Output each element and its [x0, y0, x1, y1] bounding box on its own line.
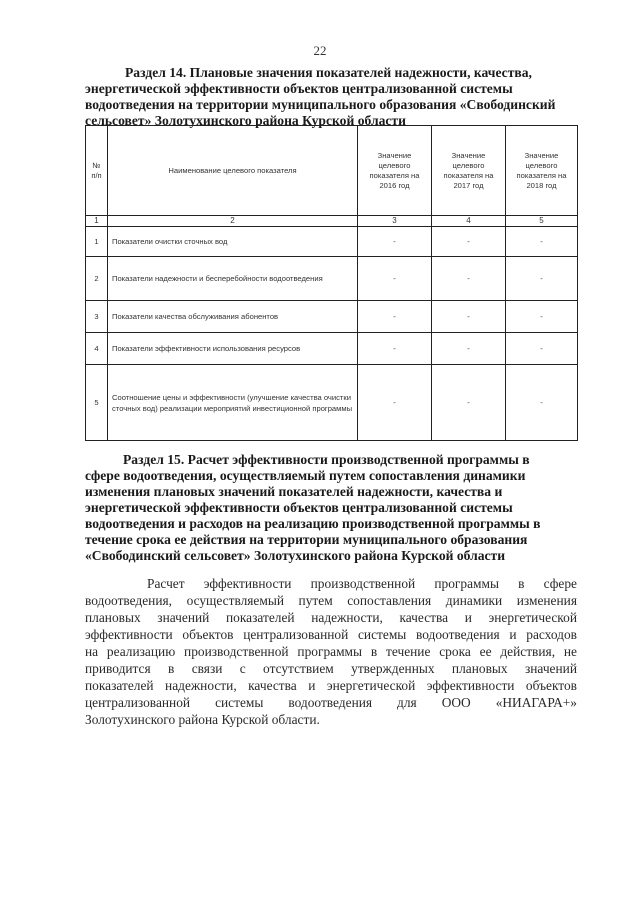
section-15-line: Раздел 15. Расчет эффективности производственной программы в: [123, 452, 530, 467]
value-2016: -: [358, 333, 432, 365]
row-number: 3: [86, 301, 108, 333]
paragraph-line: централизованной системы водоотведения для ООО «НИАГАРА+»: [85, 695, 577, 710]
value-2018: -: [506, 365, 578, 441]
paragraph-line: Золотухинского района Курской области.: [85, 712, 320, 727]
section-15-line: изменения плановых значений показателей надежности, качества и: [85, 484, 503, 499]
indicator-name: Показатели эффективности использования ресурсов: [108, 333, 358, 365]
value-2017: -: [432, 333, 506, 365]
value-2017: -: [432, 227, 506, 257]
row-number: 2: [86, 257, 108, 301]
table-row: [86, 227, 578, 257]
paragraph-line: водоотведения, осуществляемый путем сопоставления динамики изменения: [85, 593, 577, 608]
indicator-name: Показатели очистки сточных вод: [108, 227, 358, 257]
body-paragraph: [85, 575, 577, 728]
section-14-line: Раздел 14. Плановые значения показателей надежности, качества,: [125, 65, 532, 80]
value-2017: -: [432, 301, 506, 333]
table-row: [86, 333, 578, 365]
section-15-heading: [85, 452, 577, 564]
section-15-line: «Свободинский сельсовет» Золотухинского района Курской области: [85, 548, 506, 563]
column-number: 1: [86, 216, 108, 227]
table-header-row: [86, 126, 578, 216]
value-2018: -: [506, 227, 578, 257]
value-2016: -: [358, 227, 432, 257]
indicator-name: Соотношение цены и эффективности (улучшение качества очистки сточных вод) реализации мероприятий инвестиционной программы: [108, 365, 358, 441]
column-number: 4: [432, 216, 506, 227]
row-number: 1: [86, 227, 108, 257]
section-14-line: водоотведения на территории муниципального образования «Свободинский: [85, 97, 556, 112]
indicator-name: Показатели надежности и бесперебойности водоотведения: [108, 257, 358, 301]
paragraph-line: приводится в связи с отсутствием утвержденных плановых значений: [85, 661, 577, 676]
table-row: [86, 365, 578, 441]
value-2018: -: [506, 333, 578, 365]
value-2017: -: [432, 365, 506, 441]
paragraph-line: показателей надежности, качества и энергетической эффективности объектов: [85, 678, 577, 693]
value-2016: -: [358, 365, 432, 441]
header-2017: Значение целевого показателя на 2017 год: [432, 126, 506, 216]
paragraph-line: эффективности объектов централизованной системы водоотведения и расходов: [85, 627, 577, 642]
header-2018: Значение целевого показателя на 2018 год: [506, 126, 578, 216]
column-number: 3: [358, 216, 432, 227]
header-num: № п/п: [86, 126, 108, 216]
value-2016: -: [358, 257, 432, 301]
header-name: Наименование целевого показателя: [108, 126, 358, 216]
section-14-line: сельсовет» Золотухинского района Курской области: [85, 113, 406, 128]
header-2016: Значение целевого показателя на 2016 год: [358, 126, 432, 216]
section-15-line: водоотведения и расходов на реализацию производственной программы в: [85, 516, 541, 531]
value-2017: -: [432, 257, 506, 301]
paragraph-line: на реализацию производственной программы в течение срока ее действия, не: [85, 644, 577, 659]
table-row: [86, 301, 578, 333]
table-row: [86, 257, 578, 301]
column-number: 2: [108, 216, 358, 227]
section-14-heading: [85, 65, 577, 129]
indicator-name: Показатели качества обслуживания абонентов: [108, 301, 358, 333]
column-number-row: [86, 216, 578, 227]
section-15-line: энергетической эффективности объектов централизованной системы: [85, 500, 513, 515]
value-2018: -: [506, 301, 578, 333]
page-number: 22: [313, 43, 327, 58]
row-number: 5: [86, 365, 108, 441]
value-2018: -: [506, 257, 578, 301]
column-number: 5: [506, 216, 578, 227]
paragraph-line: плановых значений показателей надежности, качества и энергетической: [85, 610, 577, 625]
section-15-line: течение срока ее действия на территории муниципального образования: [85, 532, 528, 547]
value-2016: -: [358, 301, 432, 333]
section-15-line: сфере водоотведения, осуществляемый путем сопоставления динамики: [85, 468, 526, 483]
indicators-table: [85, 125, 578, 441]
section-14-line: энергетической эффективности объектов централизованной системы: [85, 81, 513, 96]
paragraph-line: Расчет эффективности производственной программы в сфере: [147, 576, 577, 591]
row-number: 4: [86, 333, 108, 365]
